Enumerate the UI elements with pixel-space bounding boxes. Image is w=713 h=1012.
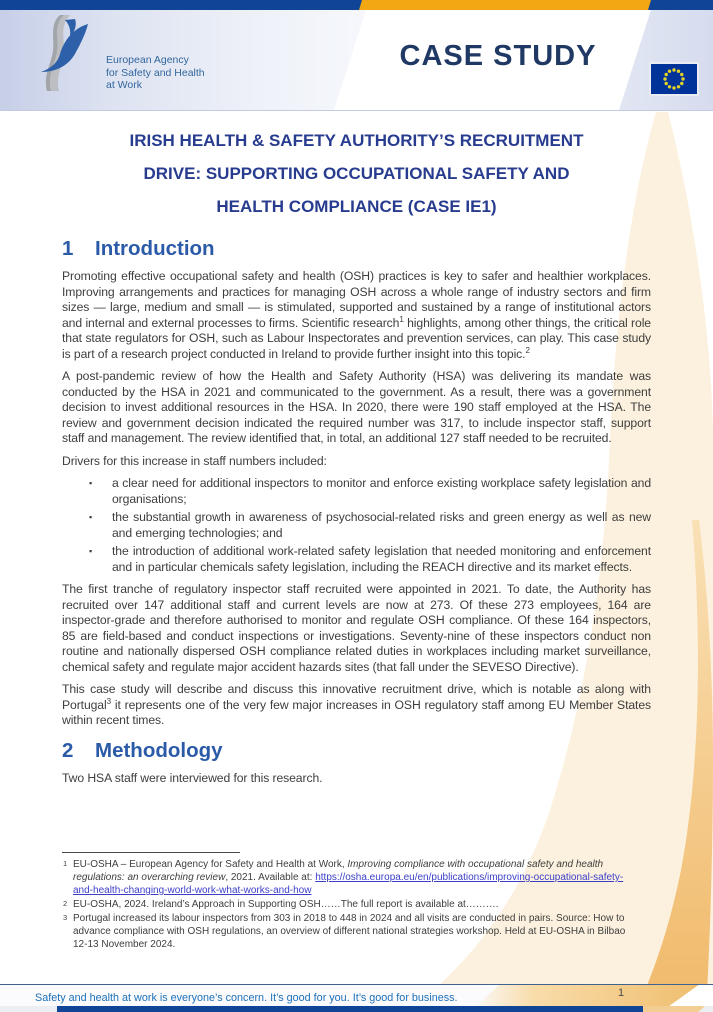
section-number: 2 <box>62 738 74 762</box>
drivers-bullet-list <box>62 476 651 575</box>
logo-text-line: at Work <box>106 79 142 91</box>
euosha-logo-text <box>106 54 205 94</box>
footnote-marker: 3 <box>63 913 68 922</box>
top-bar-orange-segment <box>0 0 713 10</box>
document-title-line: HEALTH COMPLIANCE (CASE IE1) <box>216 197 497 216</box>
paragraph-text: This case study will describe and discuss this innovative recruitment drive, which is notable as along with Portugal <box>62 682 651 712</box>
footnote-ref-1: 1 <box>399 314 404 324</box>
euosha-logo <box>34 12 205 94</box>
logo-text-line: for Safety and Health <box>106 66 205 79</box>
top-bar <box>0 0 713 10</box>
paragraph-text: Promoting effective occupational safety and health (OSH) practices is key to safer and healthier workplaces. Improving arrangements and practices for managing OSH across a whole range of industry sectors and firm sizes — large, medium and small — is stimulated, supported and sustained by a range of institutional actors and internal and external processes to firms. Scientific research <box>62 269 651 330</box>
footnote-text: EU-OSHA – European Agency for Safety and Health at Work, <box>73 859 348 870</box>
section-number: 1 <box>62 237 74 260</box>
footnote-separator <box>62 852 240 853</box>
footnote-text: Portugal increased its labour inspectors from 303 in 2018 to 448 in 2024 and all visits are conducted in pairs. Source: How to advance compliance with OSH regulations, an overview of different national strategies workshop. Held at EU-OSHA in Bilbao 12-13 November 2024. <box>73 913 626 950</box>
document-title-line: DRIVE: SUPPORTING OCCUPATIONAL SAFETY AND <box>143 164 570 183</box>
section-heading-methodology <box>62 739 651 763</box>
drivers-intro-line: Drivers for this increase in staff numbers included: <box>62 453 327 468</box>
paragraph-text: it represents one of the very few major increases in OSH regulatory staff among EU Member States within recent times. <box>62 697 651 727</box>
methodology-paragraph: Two HSA staff were interviewed for this research. <box>62 770 323 785</box>
footnote-text: EU-OSHA, 2024. Ireland’s Approach in Supporting OSH……The full report is available at………. <box>73 899 499 910</box>
document-body <box>62 116 651 793</box>
euosha-logo-icon <box>34 12 100 94</box>
footnote-3 <box>62 912 628 951</box>
intro-paragraph-4 <box>62 682 651 729</box>
logo-text-line: European Agency <box>106 54 189 66</box>
intro-paragraph-2: A post-pandemic review of how the Health and Safety Authority (HSA) was delivering its mandate was conducted by the HSA in 2021 and communicated to the government. As a result, there was a government decision to invest additional resources in the HSA. In 2020, there were 190 staff employed at the HSA. The review and government decision indicated the required number was 317, to include inspector staff, support staff and management. The review identified that, in total, an additional 127 staff needed to be recruited. <box>62 369 651 445</box>
eu-flag-icon <box>649 62 699 96</box>
list-item: ▪ the substantial growth in awareness of psychosocial-related risks and green energy as well as new and emerging technologies; and <box>88 510 651 541</box>
footnote-marker: 1 <box>63 859 68 868</box>
section-title: Methodology <box>95 738 223 762</box>
page-number: 1 <box>617 987 625 999</box>
footnote-marker: 2 <box>63 899 68 908</box>
intro-paragraph-1 <box>62 269 651 362</box>
document-title-line: IRISH HEALTH & SAFETY AUTHORITY’S RECRUITMENT <box>129 131 584 150</box>
section-heading-introduction <box>62 237 651 261</box>
page-footer <box>0 985 713 1012</box>
footnote-ref-2: 2 <box>525 345 530 355</box>
footer-slogan: Safety and health at work is everyone’s concern. It’s good for you. It’s good for business. <box>35 992 458 1004</box>
footnote-1 <box>62 858 628 897</box>
footnote-2 <box>62 898 628 911</box>
intro-paragraph-3: The first tranche of regulatory inspector staff recruited were appointed in 2021. To date, the Authority has recruited over 147 additional staff and current levels are now at 273. Of these 273 employees, 164 are inspector-grade and therefore authorised to monitor and regulate OSH compliance. Of these 164 inspectors, 85 are field-based and conduct inspections or investigations. Seventy-nine of these inspectors conduct non routine and nationally dispersed OSH compliance related duties in workplaces including market surveillance, chemical safety and regulate major accident hazards sites (that fall under the SEVESO Directive). <box>62 582 651 674</box>
list-item: ▪ a clear need for additional inspectors to monitor and enforce existing workplace safety legislation and organisations; <box>88 476 651 507</box>
banner-title: CASE STUDY <box>399 40 597 72</box>
paragraph-text: highlights, among other things, the critical role that state regulators for OSH, such as Labour Inspectorates and prevention services, can play. This case study is part of a research project conducted in Ireland to provide further insight into this topic. <box>62 315 651 361</box>
footnotes <box>62 852 628 952</box>
footnote-link[interactable]: https://osha.europa.eu/en/publications/improving-occupational-safety-and-health-changing-world-work-what-works-and-how <box>73 872 624 896</box>
section-title: Introduction <box>95 237 215 260</box>
footnote-italic-title: Improving compliance with occupational safety and health regulations: an overarching review <box>73 859 604 883</box>
document-title <box>62 124 651 223</box>
list-item: ▪ the introduction of additional work-related safety legislation that needed monitoring and enforcement and in particular chemicals safety legislation, including the REACH directive and its market effects. <box>88 544 651 575</box>
footnote-text: , 2021. Available at: <box>225 872 316 883</box>
footnote-ref-3: 3 <box>106 696 111 706</box>
